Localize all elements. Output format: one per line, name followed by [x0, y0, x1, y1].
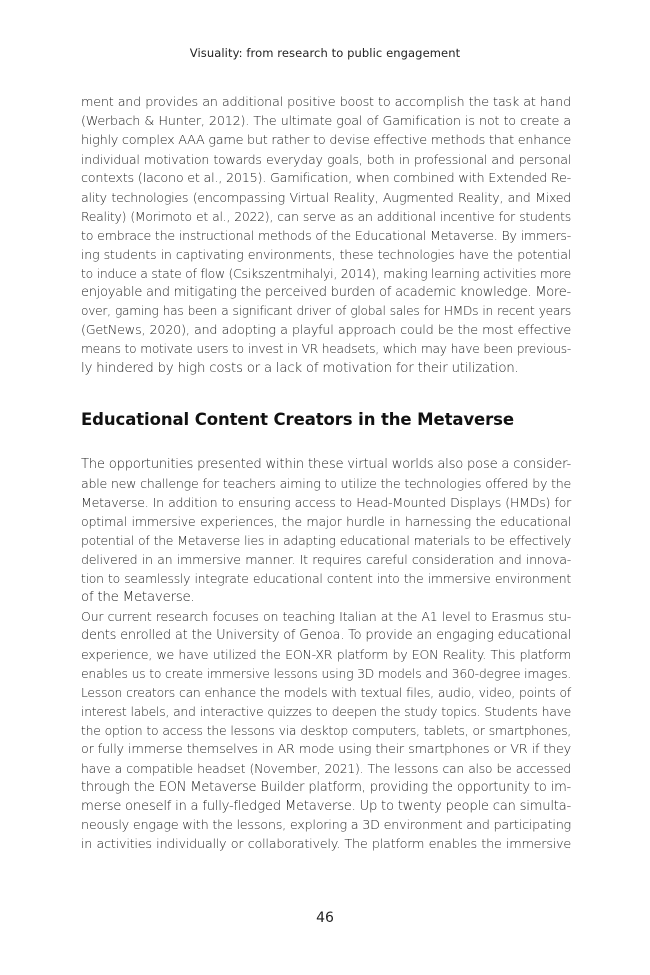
text-line: contexts (Iacono et al., 2015). Gamification, when combined with Extended Re-: [81, 171, 571, 186]
text-line: to embrace the instructional methods of the Educational Metaverse. By immers-: [81, 228, 571, 243]
text-line: dents enrolled at the University of Genoa. To provide an engaging educational: [81, 628, 571, 643]
paragraph-2: [81, 455, 571, 607]
text-line: highly complex AAA game but rather to devise effective methods that enhance: [81, 133, 571, 148]
paragraph-1: [81, 93, 571, 378]
text-line: through the EON Metaverse Builder platform, providing the opportunity to im-: [81, 780, 571, 795]
text-line: (Werbach & Hunter, 2012). The ultimate goal of Gamification is not to create a: [81, 114, 571, 129]
section-heading: Educational Content Creators in the Metaverse: [81, 410, 514, 429]
text-line: enables us to create immersive lessons using 3D models and 360-degree images.: [81, 666, 571, 681]
page-number: 46: [316, 910, 334, 926]
paragraph-3: [81, 607, 571, 854]
text-line: have a compatible headset (November, 2021). The lessons can also be accessed: [81, 761, 571, 776]
text-line: delivered in an immersive manner. It requires careful consideration and innova-: [81, 552, 571, 567]
text-line: potential of the Metaverse lies in adapting educational materials to be effectively: [81, 533, 571, 548]
text-line: interest labels, and interactive quizzes to deepen the study topics. Students have: [81, 704, 571, 719]
text-line: optimal immersive experiences, the major hurdle in harnessing the educational: [81, 514, 571, 529]
text-line: ing students in captivating environments, these technologies have the potential: [81, 247, 571, 262]
text-line: ality technologies (encompassing Virtual Reality, Augmented Reality, and Mixed: [81, 190, 571, 205]
text-line: tion to seamlessly integrate educational content into the immersive environment: [81, 571, 571, 586]
text-line: enjoyable and mitigating the perceived burden of academic knowledge. More-: [81, 285, 571, 300]
text-line: ly hindered by high costs or a lack of motivation for their utilization.: [81, 361, 519, 376]
text-line: to induce a state of flow (Csikszentmihalyi, 2014), making learning activities more: [81, 266, 571, 281]
text-line: the option to access the lessons via desktop computers, tablets, or smartphones,: [81, 723, 571, 738]
text-line: (GetNews, 2020), and adopting a playful approach could be the most effective: [81, 323, 571, 338]
text-line: experience, we have utilized the EON-XR platform by EON Reality. This platform: [81, 647, 571, 662]
text-line: The opportunities presented within these virtual worlds also pose a consider-: [81, 457, 571, 472]
text-line: means to motivate users to invest in VR headsets, which may have been previous-: [81, 342, 571, 356]
text-line: Our current research focuses on teaching Italian at the A1 level to Erasmus stu-: [81, 609, 571, 624]
text-line: over, gaming has been a significant driver of global sales for HMDs in recent years: [81, 304, 571, 318]
running-head: Visuality: from research to public engagement: [189, 46, 461, 60]
text-line: individual motivation towards everyday goals, both in professional and personal: [81, 152, 571, 167]
text-line: or fully immerse themselves in AR mode using their smartphones or VR if they: [81, 742, 571, 757]
text-line: able new challenge for teachers aiming to utilize the technologies offered by the: [81, 476, 571, 491]
text-line: in activities individually or collaboratively. The platform enables the immersive: [81, 837, 571, 852]
text-line: ment and provides an additional positive boost to accomplish the task at hand: [81, 95, 571, 110]
text-line: of the Metaverse.: [81, 590, 195, 605]
text-line: neously engage with the lessons, exploring a 3D environment and participating: [81, 818, 571, 833]
text-line: Lesson creators can enhance the models with textual files, audio, video, points of: [81, 685, 571, 700]
text-line: Reality) (Morimoto et al., 2022), can serve as an additional incentive for students: [81, 209, 571, 224]
text-line: merse oneself in a fully-fledged Metaverse. Up to twenty people can simulta-: [81, 799, 571, 814]
text-line: Metaverse. In addition to ensuring access to Head-Mounted Displays (HMDs) for: [81, 495, 571, 510]
